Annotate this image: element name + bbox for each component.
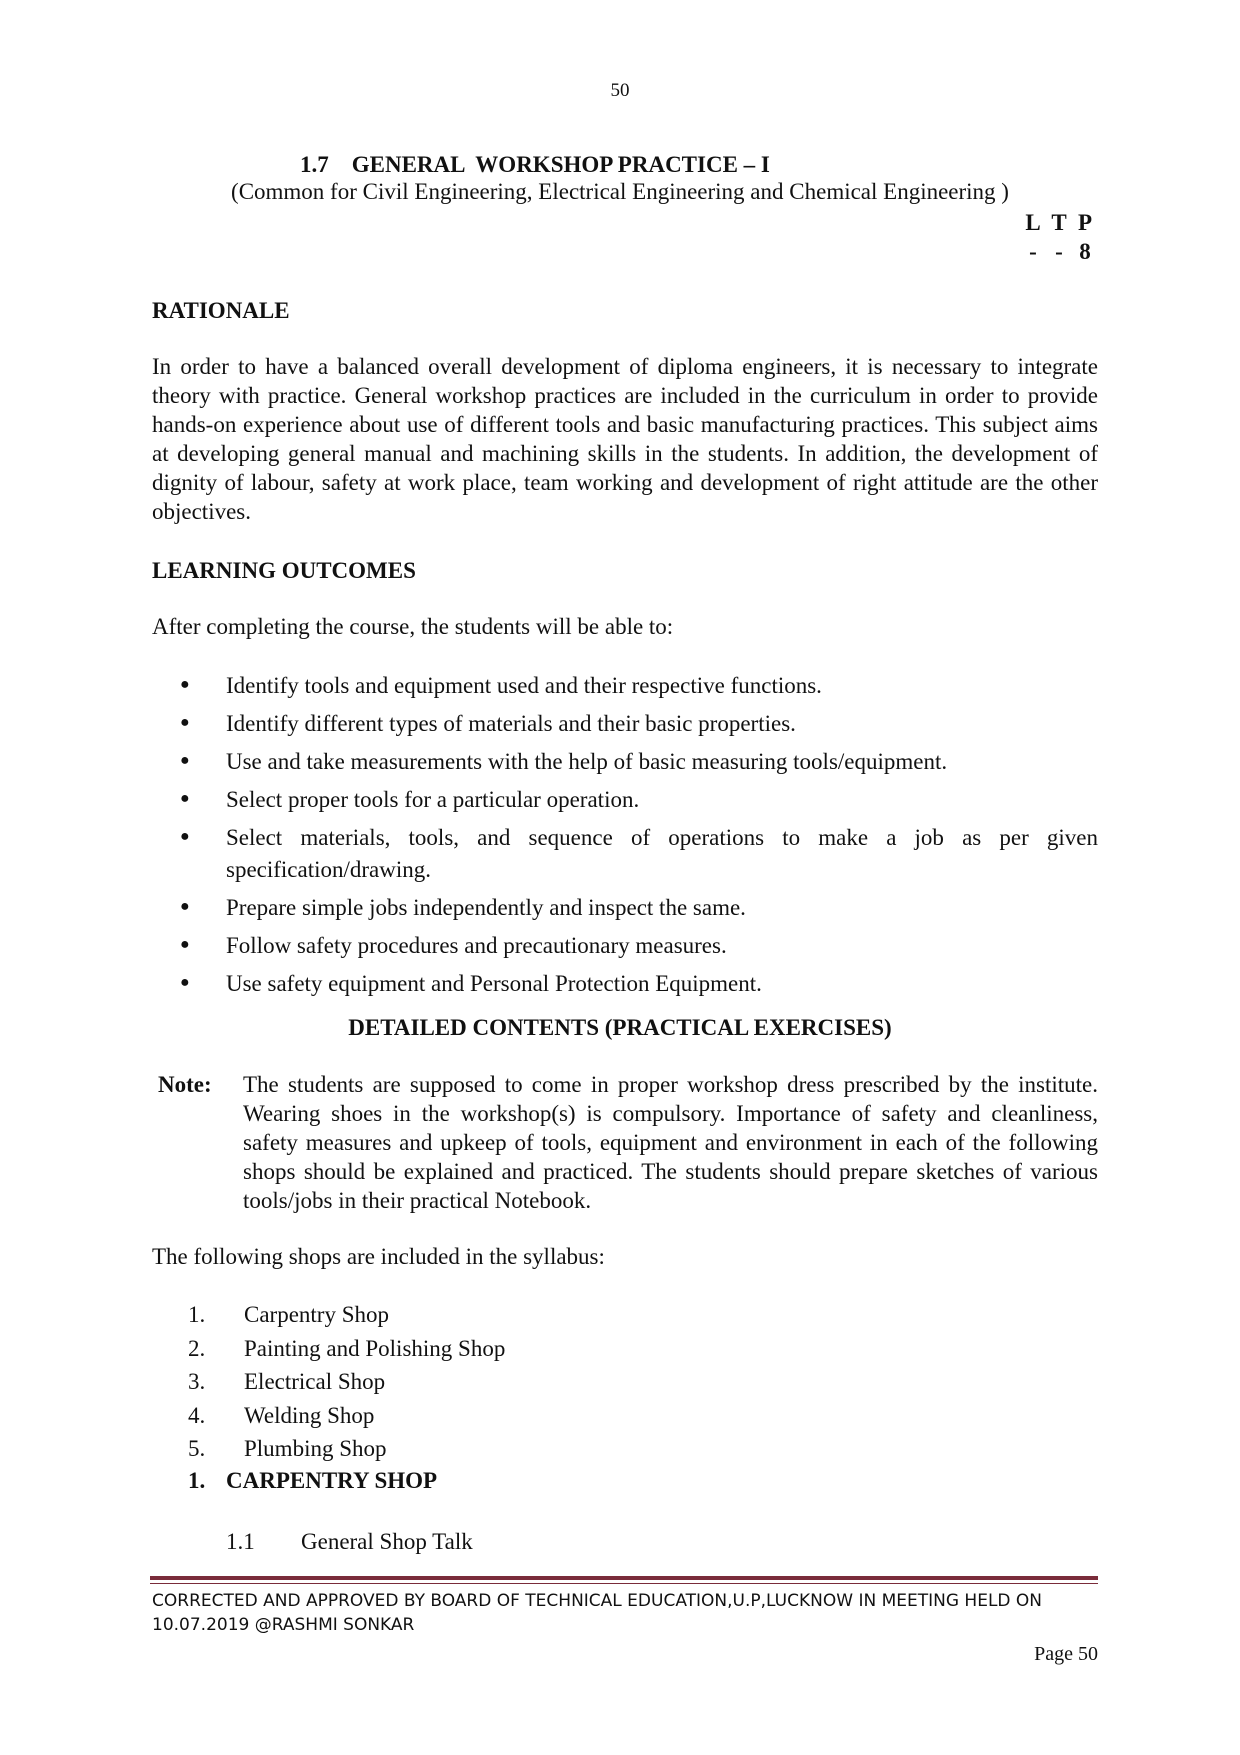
subsection-number: 1.1 <box>226 1529 255 1554</box>
list-item <box>188 1365 505 1399</box>
list-item-text: Use safety equipment and Personal Protection Equipment. <box>226 971 762 996</box>
section-title: CARPENTRY SHOP <box>226 1468 438 1493</box>
note-label: Note: <box>158 1072 212 1097</box>
shops-intro: The following shops are included in the syllabus: <box>152 1244 605 1269</box>
shops-list <box>188 1298 505 1466</box>
ltp-table <box>1000 208 1098 266</box>
course-subtitle: (Common for Civil Engineering, Electrical Engineering and Chemical Engineering ) <box>231 179 1009 204</box>
bullet-icon: ● <box>180 714 190 731</box>
list-item-number: 5. <box>188 1436 206 1462</box>
rationale-heading: RATIONALE <box>152 298 290 323</box>
bullet-icon: ● <box>180 936 190 953</box>
learning-outcomes-heading: LEARNING OUTCOMES <box>152 558 416 583</box>
ltp-header-p: P <box>1077 210 1093 235</box>
list-item <box>180 708 1098 740</box>
bullet-icon: ● <box>180 676 190 693</box>
ltp-header-row <box>1000 208 1098 237</box>
list-item <box>188 1399 505 1433</box>
learning-outcomes-list <box>180 670 1098 1006</box>
bullet-icon: ● <box>180 790 190 807</box>
learning-outcomes-intro: After completing the course, the students will be able to: <box>152 614 674 639</box>
list-item-number: 2. <box>188 1335 206 1361</box>
subsection-title: General Shop Talk <box>301 1529 473 1554</box>
footer-rule-thick <box>150 1576 1098 1580</box>
section-heading-carpentry <box>188 1466 437 1495</box>
list-item <box>180 892 1098 924</box>
list-item-text: Identify tools and equipment used and their respective functions. <box>226 673 822 698</box>
footer-rule-thin <box>150 1583 1098 1584</box>
list-item-number: 1. <box>188 1302 206 1328</box>
list-item-text: Identify different types of materials and their basic properties. <box>226 711 796 736</box>
list-item <box>180 968 1098 1000</box>
bullet-icon: ● <box>180 898 190 915</box>
ltp-value-row <box>1000 237 1098 266</box>
list-item <box>180 670 1098 702</box>
list-item-text: Painting and Polishing Shop <box>244 1335 506 1361</box>
bullet-icon: ● <box>180 828 190 845</box>
footer-approval-text: CORRECTED AND APPROVED BY BOARD OF TECHNICAL EDUCATION,U.P,LUCKNOW IN MEETING HELD ON 10.07.2019 @RASHMI SONKAR <box>152 1591 1043 1635</box>
ltp-header-l: L <box>1025 210 1041 235</box>
course-title: 1.7 GENERAL WORKSHOP PRACTICE – I <box>300 152 770 177</box>
page-number-top: 50 <box>610 80 630 101</box>
list-item-text: Prepare simple jobs independently and inspect the same. <box>226 895 746 920</box>
list-item-number: 3. <box>188 1369 206 1395</box>
list-item-text: Welding Shop <box>244 1402 375 1428</box>
list-item <box>180 784 1098 816</box>
ltp-value-t: - <box>1055 239 1063 264</box>
detailed-contents-heading: DETAILED CONTENTS (PRACTICAL EXERCISES) <box>348 1015 892 1040</box>
list-item-text: Follow safety procedures and precautionary measures. <box>226 933 727 958</box>
list-item <box>188 1432 505 1466</box>
rationale-text: In order to have a balanced overall development of diploma engineers, it is necessary to integrate theory with practice. General workshop practices are included in the curriculum in order to provide hands-on experience about use of different tools and basic manufacturing practices. This subject aims at developing general manual and machining skills in the students. In addition, the development of dignity of labour, safety at work place, team working and development of right attitude are the other objectives. <box>152 354 1098 524</box>
bullet-icon: ● <box>180 974 190 991</box>
list-item-text: Electrical Shop <box>244 1369 386 1395</box>
ltp-header-t: T <box>1051 210 1067 235</box>
section-number: 1. <box>188 1468 206 1493</box>
list-item-text: Plumbing Shop <box>244 1436 387 1462</box>
ltp-value-p: 8 <box>1079 239 1091 264</box>
subsection-item <box>226 1527 473 1556</box>
list-item-text: Select proper tools for a particular operation. <box>226 787 640 812</box>
list-item <box>180 822 1098 886</box>
list-item <box>180 930 1098 962</box>
ltp-value-l: - <box>1029 239 1037 264</box>
footer-page-number: Page 50 <box>1034 1643 1098 1665</box>
list-item-text: Select materials, tools, and sequence of operations to make a job as per given specification/drawing. <box>226 825 1098 882</box>
bullet-icon: ● <box>180 752 190 769</box>
list-item <box>188 1298 505 1332</box>
list-item <box>188 1332 505 1366</box>
list-item-number: 4. <box>188 1402 206 1428</box>
list-item-text: Carpentry Shop <box>244 1302 390 1328</box>
list-item <box>180 746 1098 778</box>
list-item-text: Use and take measurements with the help of basic measuring tools/equipment. <box>226 749 948 774</box>
note-text: The students are supposed to come in proper workshop dress prescribed by the institute. Wearing shoes in the workshop(s) is compulsory. Importance of safety and cleanliness, safety measures and upkeep of tools, equipment and environment in each of the following shops should be explained and practiced. The students should prepare sketches of various tools/jobs in their practical Notebook. <box>243 1072 1098 1213</box>
